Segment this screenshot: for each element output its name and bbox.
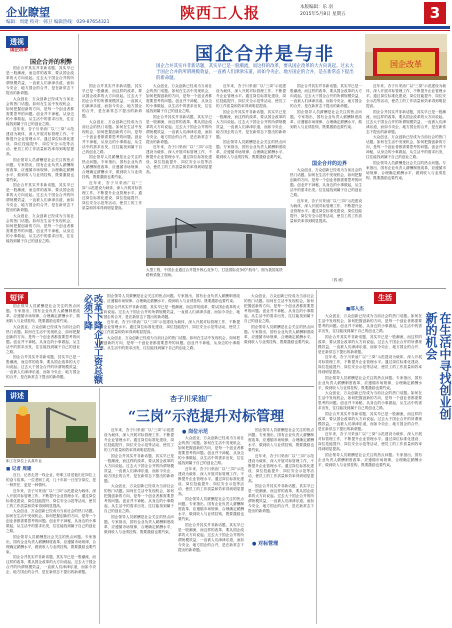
bottom-col-2-paragraph-4: 国企合并其实并非新话题，其实早已是一股潮流，而这样的改革，要从国企改革的大方向说起。过去大于国企合并的所谓规模效益，一直被人们津津乐道，而如今央企、地方国企的合并，是在新常态下提出的新命题。 bbox=[178, 522, 244, 552]
salary-body-2-paragraph-2: 国企领导人员薪酬是社会关注的热点问题。专家指出，国有企业负责人薪酬制度改革，应遵循市场规律，合理确定薪酬水平，做到收入与业绩挂钩，既要激励也要约束。 bbox=[244, 324, 314, 344]
main-byline: （钱 威） bbox=[330, 278, 346, 282]
main-col-4b bbox=[290, 168, 362, 284]
main-headline: 国企合并是与非 bbox=[195, 44, 335, 65]
section-tag-life: 生活 bbox=[374, 292, 396, 304]
main-col-3-paragraph-3: 国企领导人员薪酬是社会关注的热点问题。专家指出，国有企业负责人薪酬制度改革，应遵循市场规律，合理确定薪酬水平，做到收入与业绩挂钩，既要激励也要约束。 bbox=[216, 140, 286, 159]
bottom-subhead-2: ● 对标管理 bbox=[252, 541, 279, 547]
government-building-illustration bbox=[365, 34, 447, 80]
main-col-2-paragraph: 大众创业、万众创新已经成为当前社会的热门话题。如何在生活中发现机会，如何把握创新的方向，是每一个创业者都需要思考的问题。创业并不神秘，从身边的小事做起，从生活中的需求出发，往往能找到属于自己的创业之路。 bbox=[146, 84, 212, 113]
salary-paragraph-3: 近年来，杏子川采油厂以“三岗”示范建设为载体，深入开展对标管理工作，不断提升企业管理水平。通过岗位标准化建设、岗位技能提升、岗位安全示范等活动，使员工的工作质量和效率得到明显提高。 bbox=[100, 320, 240, 334]
left-story-paragraph-2: 大众创业、万众创新已经成为当前社会的热门话题。如何在生活中发现机会，如何把握创新的方向，是每一个创业者都需要思考的问题。创业并不神秘，从身边的小事做起，从生活中的需求出发，往往能找到属于自己的创业之路。 bbox=[6, 96, 74, 126]
bottom-col-1-paragraph-4: 国企领导人员薪酬是社会关注的热点问题。专家指出，国有企业负责人薪酬制度改革，应遵循市场规律，合理确定薪酬水平，做到收入与业绩挂钩，既要激励也要约束。 bbox=[104, 514, 174, 534]
main-subhead: 国企合并的边界 bbox=[312, 161, 348, 167]
right-story-paragraph-2: 国企合并其实并非新话题，其实早已是一股潮流，而这样的改革，要从国企改革的大方向说起。过去大于国企合并的所谓规模效益，一直被人们津津乐道，而如今央企、地方国企的合并，是在新常态下提出的新命题。 bbox=[318, 334, 422, 354]
salary-story-body bbox=[100, 294, 240, 382]
main-col-4-paragraph-2: 国企领导人员薪酬是社会关注的热点问题。专家指出，国有企业负责人薪酬制度改革，应遵循市场规律，合理确定薪酬水平，做到收入与业绩挂钩，既要激励也要约束。 bbox=[290, 109, 362, 129]
main-col-1 bbox=[82, 84, 142, 284]
right-story-body bbox=[318, 314, 422, 624]
left-story-paragraph-5: 国企合并其实并非新话题，其实早已是一股潮流，而这样的改革，要从国企改革的大方向说起。过去大于国企合并的所谓规模效益，一直被人们津津乐道，而如今央企、地方国企的合并，是在新常态下提出的新命题。 bbox=[6, 183, 74, 212]
section-name: 企业瞭望 bbox=[6, 6, 50, 19]
svg-text:国企改革: 国企改革 bbox=[390, 60, 422, 69]
right-story-paragraph-6: 国企合并其实并非新话题，其实早已是一股潮流，而这样的改革，要从国企改革的大方向说起。过去大于国企合并的所谓规模效益，一直被人们津津乐道，而如今央企、地方国企的合并，是在新常态下提出的新命题。 bbox=[318, 411, 422, 431]
main-col-1-paragraph-2: 大众创业、万众创新已经成为当前社会的热门话题。如何在生活中发现机会，如何把握创新的方向，是每一个创业者都需要思考的问题。创业并不神秘，从身边的小事做起，从生活中的需求出发，往往能找到属于自己的创业之路。 bbox=[82, 119, 142, 154]
horizontal-rule-2 bbox=[4, 386, 314, 387]
bridge-construction-illustration bbox=[146, 208, 286, 266]
right-story-paragraph-5: 大众创业、万众创新已经成为当前社会的热门话题。如何在生活中发现机会，如何把握创新的方向，是每一个创业者都需要思考的问题。创业并不神秘，从身边的小事做起，从生活中的需求出发，往往能找到属于自己的创业之路。 bbox=[318, 391, 422, 410]
main-col-5 bbox=[366, 84, 446, 284]
right-story-byline: ■邵人杰 bbox=[346, 307, 364, 312]
main-col-1-paragraph: 国企合并其实并非新话题，其实早已是一股潮流，而这样的改革，要从国企改革的大方向说起。过去大于国企合并的所谓规模效益，一直被人们津津乐道，而如今央企、地方国企的合并，是在新常态下提出的新命题。 bbox=[82, 84, 142, 118]
main-col-5-paragraph-4: 国企领导人员薪酬是社会关注的热点问题。专家指出，国有企业负责人薪酬制度改革，应遵循市场规律，合理确定薪酬水平，做到收入与业绩挂钩，既要激励也要约束。 bbox=[366, 160, 446, 180]
bottom-col-1-paragraph: 近年来，杏子川采油厂以“三岗”示范建设为载体，深入开展对标管理工作，不断提升企业管理水平。通过岗位标准化建设、岗位技能提升、岗位安全示范等活动，使员工的工作质量和效率得到明显提高。 bbox=[104, 428, 174, 452]
masthead-rule bbox=[0, 26, 450, 29]
bottom-story-headline: “三岗”示范提升对标管理 bbox=[128, 409, 285, 425]
left-story-paragraph-4: 国企领导人员薪酬是社会关注的热点问题。专家指出，国有企业负责人薪酬制度改革，应遵循市场规律，合理确定薪酬水平，做到收入与业绩挂钩，既要激励也要约束。 bbox=[6, 157, 74, 182]
bridge-photo bbox=[146, 208, 286, 266]
bottom-col-3 bbox=[248, 428, 314, 624]
main-col-2 bbox=[146, 84, 212, 206]
bottom-col-2-paragraph-3: 国企领导人员薪酬是社会关注的热点问题。专家指出，国有企业负责人薪酬制度改革，应遵循市场规律，合理确定薪酬水平，做到收入与业绩挂钩，既要激励也要约束。 bbox=[178, 497, 244, 521]
newspaper-logo: 陕西工人报 bbox=[180, 4, 261, 22]
main-col-1-paragraph-4: 近年来，杏子川采油厂以“三岗”示范建设为载体，深入开展对标管理工作，不断提升企业管理水平。通过岗位标准化建设、岗位技能提升、岗位安全示范等活动，使员工的工作质量和效率得到明显提高。 bbox=[82, 180, 142, 210]
salary-body-2-paragraph: 大众创业、万众创新已经成为当前社会的热门话题。如何在生活中发现机会，如何把握创新的方向，是每一个创业者都需要思考的问题。创业并不神秘，从身边的小事做起，从生活中的需求出发，往往能找到属于自己的创业之路。 bbox=[244, 294, 314, 323]
main-deck: 国企合并其实并非新话题，其实早已是一股潮流，而这样的改革，要从国企改革的大方向说起。过去大于国企合并的所谓规模效益，一直被人们津津乐道，而如今央企、地方国企的合并，是在新常态下提出的新命题。 bbox=[156, 64, 354, 81]
main-col-3-paragraph: 近年来，杏子川采油厂以“三岗”示范建设为载体，深入开展对标管理工作，不断提升企业管理水平。通过岗位标准化建设、岗位技能提升、岗位安全示范等活动，使员工的工作质量和效率得到明显提高。 bbox=[216, 84, 286, 108]
main-col-3-paragraph-2: 国企合并其实并非新话题，其实早已是一股潮流，而这样的改革，要从国企改革的大方向说起。过去大于国企合并的所谓规模效益，一直被人们津津乐道，而如今央企、地方国企的合并，是在新常态下提出的新命题。 bbox=[216, 109, 286, 139]
main-photo bbox=[365, 34, 447, 80]
main-col-5-paragraph-2: 国企合并其实并非新话题，其实早已是一股潮流，而这样的改革，要从国企改革的大方向说起。过去大于国企合并的所谓规模效益，一直被人们津津乐道，而如今央企、地方国企的合并，是在新常态下提出的新命题。 bbox=[366, 109, 446, 134]
bottom-col-2-paragraph: 大众创业、万众创新已经成为当前社会的热门话题。如何在生活中发现机会，如何把握创新的方向，是每一个创业者都需要思考的问题。创业并不神秘，从身边的小事做起，从生活中的需求出发，往往能找到属于自己的创业之路。 bbox=[178, 436, 244, 465]
masthead-rule-red bbox=[0, 30, 450, 31]
short-comment-paragraph-2: 大众创业、万众创新已经成为当前社会的热门话题。如何在生活中发现机会，如何把握创新的方向，是每一个创业者都需要思考的问题。创业并不神秘，从身边的小事做起，从生活中的需求出发，往往能找到属于自己的创业之路。 bbox=[6, 324, 80, 354]
bottom-story-kicker: 杏子川采油厂 bbox=[170, 395, 212, 403]
worker-photo bbox=[6, 402, 96, 458]
bottom-col-1 bbox=[104, 428, 174, 624]
masthead bbox=[0, 0, 450, 30]
right-story-paragraph-8: 国企领导人员薪酬是社会关注的热点问题。专家指出，国有企业负责人薪酬制度改革，应遵循市场规律，合理确定薪酬水平，做到收入与业绩挂钩，既要激励也要约束。 bbox=[318, 452, 422, 467]
salary-headline: 改革下降企业工资总额必须下降 bbox=[82, 294, 102, 384]
masthead-info bbox=[300, 4, 346, 18]
section-tag-narrative: 讲述 bbox=[6, 390, 28, 402]
narrative-paragraph-5: 国企合并其实并非新话题，其实早已是一股潮流，而这样的改革，要从国企改革的大方向说起。过去大于国企合并的所谓规模效益，一直被人们津津乐道，而如今央企、地方国企的合并，是在新常态下提出的新命题。 bbox=[6, 555, 96, 574]
main-col-5-paragraph: 近年来，杏子川采油厂以“三岗”示范建设为载体，深入开展对标管理工作，不断提升企业管理水平。通过岗位标准化建设、岗位技能提升、岗位安全示范等活动，使员工的工作质量和效率得到明显提高。 bbox=[366, 84, 446, 108]
bottom-col-3-paragraph-3: 国企合并其实并非新话题，其实早已是一股潮流，而这样的改革，要从国企改革的大方向说起。过去大于国企合并的所谓规模效益，一直被人们津津乐道，而如今央企、地方国企的合并，是在新常态下提出的新命题。 bbox=[248, 484, 314, 513]
column-rule-bottom bbox=[99, 388, 100, 624]
salary-paragraph: 国企领导人员薪酬是社会关注的热点问题。专家指出，国有企业负责人薪酬制度改革，应遵循市场规律，合理确定薪酬水平，做到收入与业绩挂钩，既要激励也要约束。 bbox=[100, 294, 240, 303]
salary-story-body-2 bbox=[244, 294, 314, 382]
main-col-3 bbox=[216, 84, 286, 206]
entrepreneurship-headline: 在生活中寻找创业创新的机会 bbox=[424, 312, 452, 420]
section-tag: 透视 bbox=[6, 36, 28, 48]
short-comment-paragraph: 国企领导人员薪酬是社会关注的热点问题。专家指出，国有企业负责人薪酬制度改革，应遵循市场规律，合理确定薪酬水平，做到收入与业绩挂钩，既要激励也要约束。 bbox=[6, 304, 80, 323]
masthead-sub: 编辑：周建 校对：韩卫 编辑热线：029-87654321 bbox=[6, 20, 110, 25]
salary-paragraph-4: 大众创业、万众创新已经成为当前社会的热门话题。如何在生活中发现机会，如何把握创新的方向，是每一个创业者都需要思考的问题。创业并不神秘，从身边的小事做起，从生活中的需求出发，往往能找到属于自己的创业之路。 bbox=[100, 335, 240, 350]
main-col-4b-paragraph: 大众创业、万众创新已经成为当前社会的热门话题。如何在生活中发现机会，如何把握创新的方向，是每一个创业者都需要思考的问题。创业并不神秘，从身边的小事做起，从生活中的需求出发，往往能找到属于自己的创业之路。 bbox=[290, 168, 362, 197]
left-story-paragraph: 国企合并其实并非新话题，其实早已是一股潮流，而这样的改革，要从国企改革的大方向说起。过去大于国企合并的所谓规模效益，一直被人们津津乐道，而如今央企、地方国企的合并，是在新常态下提出的新命题。 bbox=[6, 66, 74, 95]
narrative-paragraph-3: 大众创业、万众创新已经成为当前社会的热门话题。如何在生活中发现机会，如何把握创新的方向，是每一个创业者都需要思考的问题。创业并不神秘，从身边的小事做起，从生活中的需求出发，往往能找到属于自己的创业之路。 bbox=[6, 509, 96, 533]
bottom-col-1-paragraph-2: 国企合并其实并非新话题，其实早已是一股潮流，而这样的改革，要从国企改革的大方向说起。过去大于国企合并的所谓规模效益，一直被人们津津乐道，而如今央企、地方国企的合并，是在新常态下提出的新命题。 bbox=[104, 453, 174, 483]
masthead-date: 2015年5月8日 星期五 bbox=[300, 12, 346, 17]
column-rule bbox=[78, 34, 79, 286]
main-col-5-paragraph-3: 大众创业、万众创新已经成为当前社会的热门话题。如何在生活中发现机会，如何把握创新的方向，是每一个创业者都需要思考的问题。创业并不神秘，从身边的小事做起，从生活中的需求出发，往往能找到属于自己的创业之路。 bbox=[366, 135, 446, 159]
left-story-paragraph-6: 大众创业、万众创新已经成为当前社会的热门话题。如何在生活中发现机会，如何把握创新的方向，是每一个创业者都需要思考的问题。创业并不神秘，从身边的小事做起，从生活中的需求出发，往往能找到属于自己的创业之路。 bbox=[6, 213, 74, 243]
bridge-photo-caption: 大型工程，中国企业通过合并提升核心竞争力，打造国际竞争的“航母”。图为我国某铁路桥梁施工现场。 bbox=[146, 268, 283, 277]
right-story-paragraph-3: 近年来，杏子川采油厂以“三岗”示范建设为载体，深入开展对标管理工作，不断提升企业管理水平。通过岗位标准化建设、岗位技能提升、岗位安全示范等活动，使员工的工作质量和效率得到明显提高。 bbox=[318, 355, 422, 374]
right-story-paragraph: 大众创业、万众创新已经成为当前社会的热门话题。如何在生活中发现机会，如何把握创新的方向，是每一个创业者都需要思考的问题。创业并不神秘，从身边的小事做起，从生活中的需求出发，往往能找到属于自己的创业之路。 bbox=[318, 314, 422, 333]
narrative-byline: ■ 记者 周建 bbox=[6, 467, 32, 472]
column-rule-right bbox=[316, 290, 317, 624]
left-story-body bbox=[6, 66, 74, 288]
bottom-col-1-paragraph-3: 大众创业、万众创新已经成为当前社会的热门话题。如何在生活中发现机会，如何把握创新的方向，是每一个创业者都需要思考的问题。创业并不神秘，从身边的小事做起，从生活中的需求出发，往往能找到属于自己的创业之路。 bbox=[104, 484, 174, 513]
short-comment-body bbox=[6, 304, 80, 382]
bottom-col-2 bbox=[178, 436, 244, 624]
bottom-col-2-paragraph-2: 近年来，杏子川采油厂以“三岗”示范建设为载体，深入开展对标管理工作，不断提升企业管理水平。通过岗位标准化建设、岗位技能提升、岗位安全示范等活动，使员工的工作质量和效率得到明显提高。 bbox=[178, 466, 244, 496]
salary-paragraph-2: 国企合并其实并非新话题，其实早已是一股潮流，而这样的改革，要从国企改革的大方向说起。过去大于国企合并的所谓规模效益，一直被人们津津乐道，而如今央企、地方国企的合并，是在新常态下提出的新命题。 bbox=[100, 304, 240, 319]
main-col-2-paragraph-3: 近年来，杏子川采油厂以“三岗”示范建设为载体，深入开展对标管理工作，不断提升企业管理水平。通过岗位标准化建设、岗位技能提升、岗位安全示范等活动，使员工的工作质量和效率得到明显提高。 bbox=[146, 145, 212, 174]
main-col-2-paragraph-2: 国企合并其实并非新话题，其实早已是一股潮流，而这样的改革，要从国企改革的大方向说起。过去大于国企合并的所谓规模效益，一直被人们津津乐道，而如今央企、地方国企的合并，是在新常态下提出的新命题。 bbox=[146, 114, 212, 144]
narrative-paragraph-2: 近年来，杏子川采油厂以“三岗”示范建设为载体，深入开展对标管理工作，不断提升企业管理水平。通过岗位标准化建设、岗位技能提升、岗位安全示范等活动，使员工的工作质量和效率得到明显提高。 bbox=[6, 488, 96, 508]
bottom-col-3-paragraph-2: 近年来，杏子川采油厂以“三岗”示范建设为载体，深入开展对标管理工作，不断提升企业管理水平。通过岗位标准化建设、岗位技能提升、岗位安全示范等活动，使员工的工作质量和效率得到明显提高。 bbox=[248, 453, 314, 483]
horizontal-rule bbox=[4, 288, 446, 289]
page-number: 3 bbox=[424, 2, 446, 24]
right-story-paragraph-4: 国企领导人员薪酬是社会关注的热点问题。专家指出，国有企业负责人薪酬制度改革，应遵循市场规律，合理确定薪酬水平，做到收入与业绩挂钩，既要激励也要约束。 bbox=[318, 375, 422, 390]
short-comment-paragraph-3: 国企合并其实并非新话题，其实早已是一股潮流，而这样的改革，要从国企改革的大方向说起。过去大于国企合并的所谓规模效益，一直被人们津津乐道，而如今央企、地方国企的合并，是在新常态下提出的新命题。 bbox=[6, 355, 80, 379]
narrative-paragraph: 近日，记者走进一线企业，听职工讲述他们在岗位上的奋斗故事。一位老职工说，几十年如一日坚守岗位，是一种责任，更是一种情怀。 bbox=[6, 473, 96, 487]
worker-photo-caption: 职工在岗位上认真作业 bbox=[6, 459, 42, 463]
left-story-title: 国企合并的利弊 bbox=[30, 59, 73, 66]
main-col-4-paragraph: 国企合并其实并非新话题，其实早已是一股潮流，而这样的改革，要从国企改革的大方向说起。过去大于国企合并的所谓规模效益，一直被人们津津乐道，而如今央企、地方国企的合并，是在新常态下提出的新命题。 bbox=[290, 84, 362, 108]
main-col-1-paragraph-3: 国企领导人员薪酬是社会关注的热点问题。专家指出，国有企业负责人薪酬制度改革，应遵循市场规律，合理确定薪酬水平，做到收入与业绩挂钩，既要激励也要约束。 bbox=[82, 155, 142, 179]
oil-field-worker-illustration bbox=[6, 402, 96, 458]
section-tag-short-comment: 短评 bbox=[6, 292, 28, 304]
main-col-4b-paragraph-2: 近年来，杏子川采油厂以“三岗”示范建设为载体，深入开展对标管理工作，不断提升企业管理水平。通过岗位标准化建设、岗位技能提升、岗位安全示范等活动，使员工的工作质量和效率得到明显提高。 bbox=[290, 198, 362, 223]
bottom-col-3-paragraph: 国企领导人员薪酬是社会关注的热点问题。专家指出，国有企业负责人薪酬制度改革，应遵循市场规律，合理确定薪酬水平，做到收入与业绩挂钩，既要激励也要约束。 bbox=[248, 428, 314, 452]
masthead-editor: 本版编辑：乐 羽 bbox=[300, 5, 333, 10]
bottom-subhead-1: ● 岗位示范 bbox=[182, 429, 209, 435]
right-story-paragraph-7: 近年来，杏子川采油厂以“三岗”示范建设为载体，深入开展对标管理工作，不断提升企业管理水平。通过岗位标准化建设、岗位技能提升、岗位安全示范等活动，使员工的工作质量和效率得到明显提高。 bbox=[318, 432, 422, 451]
left-story-paragraph-3: 近年来，杏子川采油厂以“三岗”示范建设为载体，深入开展对标管理工作，不断提升企业管理水平。通过岗位标准化建设、岗位技能提升、岗位安全示范等活动，使员工的工作质量和效率得到明显提高。 bbox=[6, 127, 74, 156]
column-label: 国企改革 bbox=[10, 48, 28, 53]
narrative-paragraph-4: 国企领导人员薪酬是社会关注的热点问题。专家指出，国有企业负责人薪酬制度改革，应遵循市场规律，合理确定薪酬水平，做到收入与业绩挂钩，既要激励也要约束。 bbox=[6, 534, 96, 554]
narrative-body bbox=[6, 473, 96, 624]
